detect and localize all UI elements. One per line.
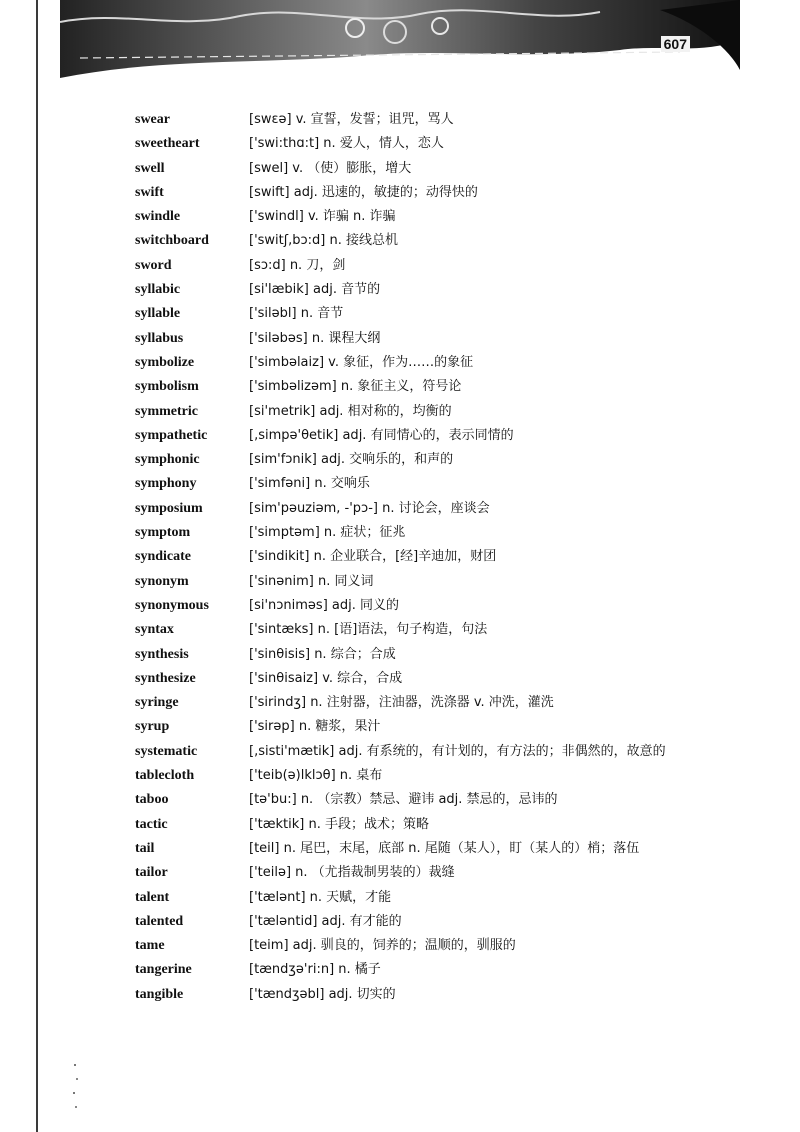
entry-headword: syndicate bbox=[135, 549, 191, 565]
dictionary-entry bbox=[135, 108, 725, 132]
entry-definition: [teim] adj. 驯良的，饲养的；温顺的，驯服的 bbox=[249, 938, 516, 954]
entry-headword: swindle bbox=[135, 209, 181, 225]
entry-headword: syringe bbox=[135, 695, 179, 711]
dictionary-entry bbox=[135, 715, 725, 739]
entry-headword: sympathetic bbox=[135, 427, 208, 443]
entry-headword: symptom bbox=[135, 525, 191, 541]
entry-definition: ['sinθisis] n. 综合；合成 bbox=[249, 646, 396, 662]
entry-definition: ['swindl] v. 诈骗 n. 诈骗 bbox=[249, 209, 396, 225]
entry-headword: tactic bbox=[135, 816, 168, 832]
dictionary-entry bbox=[135, 934, 725, 958]
entry-definition: [si'nɔniməs] adj. 同义的 bbox=[249, 597, 399, 613]
entry-headword: syllabic bbox=[135, 282, 181, 298]
entry-definition: ['sintæks] n. [语]语法，句子构造，句法 bbox=[249, 622, 488, 638]
dictionary-entry bbox=[135, 181, 725, 205]
dictionary-entry bbox=[135, 327, 725, 351]
entry-headword: swift bbox=[135, 184, 164, 200]
entry-definition: ['sirindʒ] n. 注射器，注油器，洗涤器 v. 冲洗，灌洗 bbox=[249, 695, 554, 711]
dictionary-entry bbox=[135, 521, 725, 545]
dictionary-entry bbox=[135, 691, 725, 715]
page-binding-edge bbox=[36, 0, 38, 1132]
dictionary-entry bbox=[135, 351, 725, 375]
entry-definition: [swel] v. （使）膨胀，增大 bbox=[249, 160, 412, 176]
dictionary-entry bbox=[135, 983, 725, 1007]
header-ornament-graphic bbox=[60, 0, 740, 78]
entry-headword: symphony bbox=[135, 476, 197, 492]
entry-headword: syntax bbox=[135, 622, 174, 638]
entry-definition: ['simbəlaiz] v. 象征，作为……的象征 bbox=[249, 354, 474, 370]
dictionary-entry bbox=[135, 448, 725, 472]
entry-definition: [,simpə'θetik] adj. 有同情心的，表示同情的 bbox=[249, 427, 514, 443]
dictionary-entry bbox=[135, 205, 725, 229]
entry-definition: ['sinənim] n. 同义词 bbox=[249, 573, 374, 589]
entry-headword: tailor bbox=[135, 865, 168, 881]
entry-headword: synonymous bbox=[135, 597, 209, 613]
dictionary-entry bbox=[135, 837, 725, 861]
dictionary-entry bbox=[135, 618, 725, 642]
entry-headword: tangerine bbox=[135, 962, 192, 978]
entry-definition: [tə'bu:] n. （宗教）禁忌、避讳 adj. 禁忌的，忌讳的 bbox=[249, 792, 558, 808]
page-number: 607 bbox=[661, 36, 690, 52]
dictionary-entry-list bbox=[135, 108, 725, 1007]
dictionary-entry bbox=[135, 861, 725, 885]
dictionary-entry bbox=[135, 400, 725, 424]
entry-headword: symphonic bbox=[135, 452, 200, 468]
entry-definition: ['tæləntid] adj. 有才能的 bbox=[249, 913, 402, 929]
entry-definition: [si'metrik] adj. 相对称的，均衡的 bbox=[249, 403, 452, 419]
entry-definition: ['switʃ,bɔ:d] n. 接线总机 bbox=[249, 233, 398, 249]
entry-headword: synonym bbox=[135, 573, 189, 589]
entry-headword: synthesis bbox=[135, 646, 189, 662]
dictionary-entry bbox=[135, 764, 725, 788]
entry-definition: ['teilə] n. （尤指裁制男装的）裁缝 bbox=[249, 865, 455, 881]
dictionary-entry bbox=[135, 157, 725, 181]
dictionary-entry bbox=[135, 497, 725, 521]
entry-headword: syllable bbox=[135, 306, 181, 322]
entry-definition: ['swi:thɑ:t] n. 爱人，情人，恋人 bbox=[249, 136, 444, 152]
dictionary-entry bbox=[135, 570, 725, 594]
entry-definition: ['simptəm] n. 症状；征兆 bbox=[249, 525, 406, 541]
entry-headword: syllabus bbox=[135, 330, 184, 346]
entry-headword: symposium bbox=[135, 500, 203, 516]
dictionary-entry bbox=[135, 424, 725, 448]
entry-definition: [teil] n. 尾巴，末尾，底部 n. 尾随（某人），盯（某人的）梢；落伍 bbox=[249, 840, 640, 856]
entry-definition: [swɛə] v. 宣誓，发誓；诅咒，骂人 bbox=[249, 112, 454, 127]
entry-headword: tame bbox=[135, 938, 165, 954]
dictionary-entry bbox=[135, 958, 725, 982]
dictionary-entry bbox=[135, 788, 725, 812]
entry-definition: ['sirəp] n. 糖浆，果汁 bbox=[249, 719, 381, 735]
entry-definition: ['teib(ə)lklɔθ] n. 桌布 bbox=[249, 768, 383, 784]
entry-definition: ['simbəlizəm] n. 象征主义，符号论 bbox=[249, 379, 462, 395]
entry-definition: ['tælənt] n. 天赋，才能 bbox=[249, 889, 392, 905]
dictionary-entry bbox=[135, 278, 725, 302]
dictionary-entry bbox=[135, 472, 725, 496]
entry-headword: systematic bbox=[135, 743, 198, 759]
entry-headword: talent bbox=[135, 889, 170, 905]
entry-definition: [,sisti'mætik] adj. 有系统的，有计划的，有方法的；非偶然的，故意的 bbox=[249, 743, 666, 759]
entry-headword: swear bbox=[135, 112, 170, 127]
entry-headword: sweetheart bbox=[135, 136, 200, 152]
dictionary-entry bbox=[135, 594, 725, 618]
entry-definition: [si'læbik] adj. 音节的 bbox=[249, 282, 381, 298]
entry-definition: [sɔ:d] n. 刀，剑 bbox=[249, 257, 346, 273]
entry-headword: syrup bbox=[135, 719, 170, 735]
entry-headword: taboo bbox=[135, 792, 169, 808]
entry-headword: talented bbox=[135, 913, 184, 929]
dictionary-entry bbox=[135, 910, 725, 934]
entry-definition: [swift] adj. 迅速的，敏捷的；动得快的 bbox=[249, 184, 478, 200]
entry-definition: ['sinθisaiz] v. 综合，合成 bbox=[249, 670, 403, 686]
entry-definition: ['sindikit] n. 企业联合，[经]辛迪加，财团 bbox=[249, 549, 497, 565]
entry-definition: [tændʒə'ri:n] n. 橘子 bbox=[249, 962, 381, 978]
entry-definition: ['siləbl] n. 音节 bbox=[249, 306, 344, 322]
entry-definition: ['tæktik] n. 手段；战术；策略 bbox=[249, 816, 429, 832]
entry-headword: tablecloth bbox=[135, 768, 195, 784]
dictionary-entry bbox=[135, 302, 725, 326]
entry-definition: ['simfəni] n. 交响乐 bbox=[249, 476, 370, 492]
entry-headword: tail bbox=[135, 840, 155, 856]
dictionary-entry bbox=[135, 886, 725, 910]
entry-definition: ['tændʒəbl] adj. 切实的 bbox=[249, 986, 396, 1002]
entry-headword: swell bbox=[135, 160, 165, 176]
entry-headword: tangible bbox=[135, 986, 184, 1002]
entry-headword: switchboard bbox=[135, 233, 209, 249]
dictionary-entry bbox=[135, 375, 725, 399]
dictionary-entry bbox=[135, 254, 725, 278]
entry-headword: symbolize bbox=[135, 354, 195, 370]
entry-definition: [sim'pəuziəm, -'pɔ-] n. 讨论会，座谈会 bbox=[249, 500, 490, 516]
dictionary-entry bbox=[135, 667, 725, 691]
scan-specks bbox=[64, 1060, 84, 1120]
header-decorative-band bbox=[60, 0, 740, 78]
entry-headword: symmetric bbox=[135, 403, 198, 419]
entry-headword: symbolism bbox=[135, 379, 199, 395]
entry-headword: synthesize bbox=[135, 670, 196, 686]
entry-headword: sword bbox=[135, 257, 172, 273]
dictionary-entry bbox=[135, 229, 725, 253]
dictionary-entry bbox=[135, 813, 725, 837]
dictionary-entry bbox=[135, 643, 725, 667]
dictionary-entry bbox=[135, 740, 725, 764]
entry-definition: ['siləbəs] n. 课程大纲 bbox=[249, 330, 381, 346]
entry-definition: [sim'fɔnik] adj. 交响乐的，和声的 bbox=[249, 452, 454, 468]
dictionary-entry bbox=[135, 545, 725, 569]
dictionary-entry bbox=[135, 132, 725, 156]
